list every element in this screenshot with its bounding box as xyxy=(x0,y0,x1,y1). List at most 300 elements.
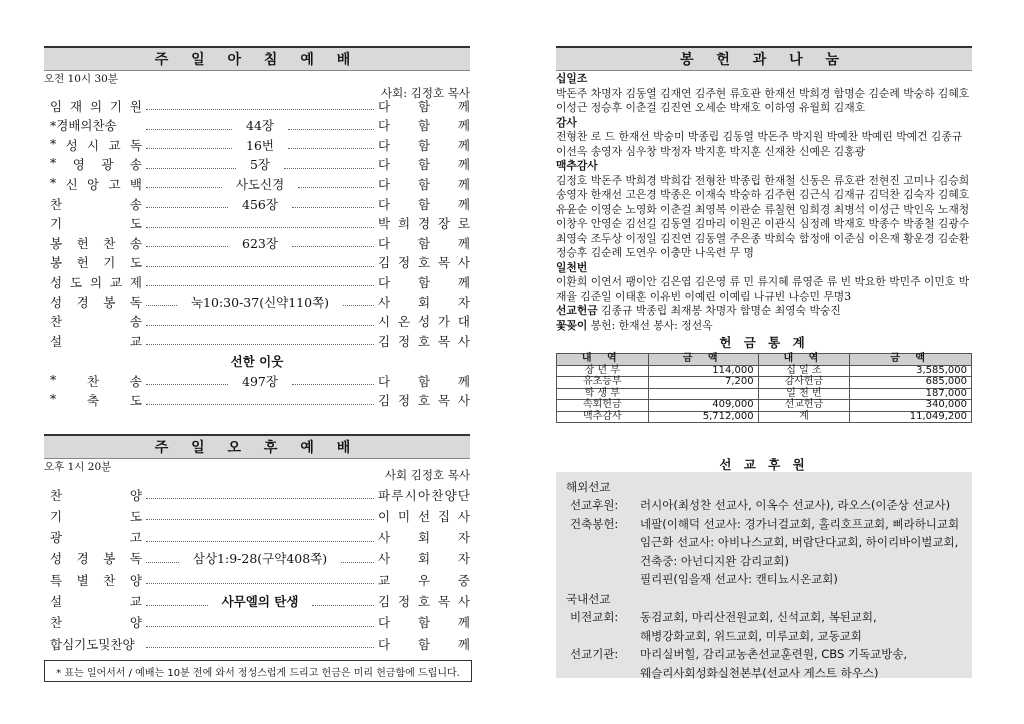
order-label xyxy=(44,549,142,567)
leader-dots xyxy=(146,583,374,584)
giving-paragraph xyxy=(556,116,972,160)
leader-dots xyxy=(146,562,179,563)
order-label-char: 성 xyxy=(65,137,78,153)
order-detail: 44장 xyxy=(246,118,274,134)
order-leader-char: 사 xyxy=(457,255,470,271)
giving-heading: 감사 xyxy=(556,115,577,129)
order-label-char: 도 xyxy=(129,393,142,409)
order-label xyxy=(44,214,142,232)
order-leader-char: 함 xyxy=(417,98,431,114)
order-label-char: 양 xyxy=(129,572,142,588)
order-leader xyxy=(378,486,470,504)
offering-header-cell: 내 역 xyxy=(758,354,850,366)
order-leader-char: 단 xyxy=(457,487,470,503)
mission-label: 건축봉헌: xyxy=(570,516,619,531)
order-leader-char: 경 xyxy=(417,216,431,232)
order-leader xyxy=(378,155,470,173)
leader-dots xyxy=(146,344,374,345)
giving-paragraph xyxy=(556,159,972,261)
offering-row xyxy=(557,400,972,412)
afternoon-presider: 사회 김정호 목사 xyxy=(384,468,470,482)
order-leader-char: 우 xyxy=(417,572,431,588)
order-label-char: 특 xyxy=(50,572,63,588)
offering-header-cell: 금 액 xyxy=(648,354,758,366)
afternoon-order-row xyxy=(44,592,470,611)
order-label xyxy=(44,195,142,213)
order-label-char: 헌 xyxy=(76,255,89,271)
order-label-char: * xyxy=(50,174,57,190)
order-label-char: 기 xyxy=(103,255,116,271)
order-label-char: 봉 xyxy=(103,551,116,567)
order-leader-char: 호 xyxy=(417,255,431,271)
order-label: *경배의찬송 xyxy=(50,118,117,134)
morning-service-title: 주 일 아 침 예 배 xyxy=(44,46,470,71)
order-label-char: 찬 xyxy=(50,314,63,330)
leader-dots xyxy=(298,187,374,188)
order-leader-char: 께 xyxy=(457,137,470,153)
order-label-char: 고 xyxy=(108,176,121,192)
leader-dots xyxy=(146,541,374,542)
giving-paragraph xyxy=(556,261,972,305)
order-label xyxy=(44,97,142,115)
mission-line: 임근화 선교사: 아비나스교회, 버람단다교회, 하이리바이벌교회, xyxy=(640,535,959,549)
order-label-char: 찬 xyxy=(103,235,116,251)
offering-item-cell: 장 년 부 xyxy=(557,365,649,377)
order-label xyxy=(44,332,142,350)
leader-dots xyxy=(284,168,374,169)
order-leader xyxy=(378,613,470,631)
order-label xyxy=(44,507,142,525)
order-detail: 16번 xyxy=(246,137,274,153)
order-label-char: 원 xyxy=(129,98,142,114)
order-leader-char: 로 xyxy=(457,216,470,232)
order-label-char: 봉 xyxy=(50,235,63,251)
leader-dots xyxy=(312,605,374,606)
leader-dots xyxy=(146,626,374,627)
order-label xyxy=(44,391,142,409)
leader-dots xyxy=(146,519,374,520)
order-leader-char: 호 xyxy=(417,393,431,409)
order-label xyxy=(44,613,142,631)
giving-paragraph xyxy=(556,304,972,319)
order-label xyxy=(44,293,142,311)
order-leader-char: 김 xyxy=(378,393,391,409)
order-label xyxy=(44,592,142,610)
order-leader-char: 목 xyxy=(437,255,450,271)
leader-dots xyxy=(146,148,232,149)
order-label-char: 기 xyxy=(109,98,122,114)
order-leader-char: 정 xyxy=(397,333,411,349)
order-leader-char: 사 xyxy=(457,333,470,349)
order-leader-char: 시 xyxy=(378,314,391,330)
order-leader-char: 께 xyxy=(457,98,470,114)
order-label-char: 제 xyxy=(129,274,142,290)
order-leader xyxy=(378,195,470,213)
order-leader-char: 께 xyxy=(457,176,470,192)
order-label-char: 경 xyxy=(76,294,89,310)
mission-line: 동검교회, 마리산전원교회, 신석교회, 복된교회, xyxy=(640,610,877,624)
order-leader-char: 사 xyxy=(457,393,470,409)
leader-dots xyxy=(146,285,374,286)
offering-item-cell: 선교헌금 xyxy=(758,400,850,412)
leader-dots xyxy=(146,404,374,405)
afternoon-order-row xyxy=(44,506,470,525)
offering-item-cell: 감사헌금 xyxy=(758,377,850,389)
order-leader-char: 회 xyxy=(417,551,431,567)
order-leader-char: 선 xyxy=(417,508,431,524)
morning-order-row xyxy=(44,272,470,291)
leader-dots xyxy=(292,246,374,247)
order-label-char: 광 xyxy=(50,530,63,546)
order-label-char: 의 xyxy=(89,98,103,114)
leader-dots xyxy=(146,605,208,606)
order-leader-char: 사 xyxy=(378,551,391,567)
order-leader-char: 시 xyxy=(404,487,417,503)
order-leader-char: 다 xyxy=(378,137,391,153)
mission-box xyxy=(556,472,972,678)
order-leader-char: 아 xyxy=(417,487,431,503)
morning-order-row xyxy=(44,331,470,350)
order-label-char: 설 xyxy=(50,333,63,349)
order-label-char: 송 xyxy=(129,196,142,212)
order-leader-char: 교 xyxy=(378,572,391,588)
order-leader-char: 사 xyxy=(378,530,391,546)
afternoon-service-title: 주 일 오 후 예 배 xyxy=(44,434,470,459)
order-leader-char: 다 xyxy=(378,373,391,389)
giving-heading: 선교헌금 xyxy=(556,304,598,317)
giving-heading: 일천번 xyxy=(556,260,588,274)
order-leader xyxy=(378,312,470,330)
order-leader-char: 박 xyxy=(378,216,391,232)
mission-line: 건축중: 아넌디지완 감리교회) xyxy=(640,553,789,568)
order-label-char: 광 xyxy=(101,157,114,173)
offering-amount-cell: 409,000 xyxy=(648,400,758,412)
order-leader-char: 자 xyxy=(457,551,470,567)
order-leader xyxy=(378,214,470,232)
morning-order-row xyxy=(44,96,470,115)
order-leader-char: 다 xyxy=(378,98,391,114)
offering-amount-cell: 685,000 xyxy=(850,377,972,389)
leader-dots xyxy=(146,498,374,499)
order-label-char: 독 xyxy=(129,294,142,310)
order-label-char: 찬 xyxy=(87,373,100,389)
order-label-char: 독 xyxy=(129,551,142,567)
order-label-char: 성 xyxy=(50,551,63,567)
order-leader-char: 김 xyxy=(378,594,391,609)
order-label-char: 교 xyxy=(109,274,122,290)
offering-header-cell: 금 액 xyxy=(850,354,972,366)
order-label-char: 양 xyxy=(129,487,142,503)
order-leader-char: 호 xyxy=(417,594,431,609)
order-label-char: 시 xyxy=(87,137,100,153)
leader-dots xyxy=(288,148,374,149)
giving-paragraph xyxy=(556,319,972,334)
leader-dots xyxy=(343,305,374,306)
order-label xyxy=(44,528,142,546)
afternoon-order-row xyxy=(44,485,470,504)
order-label-char: 송 xyxy=(129,157,142,173)
morning-order-row xyxy=(44,174,470,193)
leader-dots xyxy=(146,384,228,385)
order-leader-char: 희 xyxy=(397,216,411,232)
order-label-char: 찬 xyxy=(50,487,63,503)
mission-line: 해병강화교회, 위드교회, 미루교회, 교동교회 xyxy=(640,628,862,643)
order-leader-char: 함 xyxy=(417,118,431,134)
order-leader-char: 목 xyxy=(437,333,450,349)
order-label-char: 송 xyxy=(129,314,142,330)
offering-item-cell: 맥추감사 xyxy=(557,411,649,423)
offering-header-row xyxy=(557,354,972,366)
order-label-char: 성 xyxy=(50,294,63,310)
order-leader-char: 다 xyxy=(378,615,391,631)
giving-heading: 십일조 xyxy=(556,72,588,85)
order-leader-char: 께 xyxy=(457,373,470,389)
order-label-char: 도 xyxy=(129,255,142,271)
morning-order-row xyxy=(44,253,470,272)
offering-item-cell: 계 xyxy=(758,411,850,423)
order-leader-char: 께 xyxy=(457,118,470,134)
offering-amount-cell: 114,000 xyxy=(648,365,758,377)
order-label-char: 기 xyxy=(50,216,63,232)
order-label-char: 헌 xyxy=(76,235,89,251)
order-label-char: 도 xyxy=(129,508,142,524)
morning-sermon-title: 선한 이웃 xyxy=(230,354,284,369)
order-leader-char: 함 xyxy=(417,636,431,652)
order-leader xyxy=(378,116,470,134)
offering-item-cell: 유초등부 xyxy=(557,377,649,389)
order-leader-char: 다 xyxy=(378,118,391,134)
offering-item-cell: 십 일 조 xyxy=(758,365,850,377)
order-leader xyxy=(378,528,470,546)
offering-amount-cell: 3,585,000 xyxy=(850,365,972,377)
morning-order-row xyxy=(44,116,470,135)
order-label-char: 독 xyxy=(129,137,142,153)
order-leader-char: 께 xyxy=(457,615,470,631)
giving-names: 김종규 박종립 최재봉 차명자 함명순 최영숙 박숭진 xyxy=(597,304,841,317)
order-label-char: 도 xyxy=(69,274,83,290)
order-leader xyxy=(378,293,470,311)
order-leader-char: 김 xyxy=(378,255,391,271)
order-label-char: 교 xyxy=(108,137,121,153)
order-leader-char: 자 xyxy=(457,530,470,546)
leader-dots xyxy=(146,187,222,188)
order-label-char: 고 xyxy=(129,530,142,546)
offering-header-cell: 내 역 xyxy=(557,354,649,366)
order-label-char: * xyxy=(50,371,57,387)
mission-label: 선교기관: xyxy=(570,647,619,661)
order-leader-char: 온 xyxy=(397,314,411,330)
order-label xyxy=(44,253,142,271)
afternoon-order-row xyxy=(44,570,470,589)
order-label-char: 송 xyxy=(129,373,142,389)
order-label-char: 성 xyxy=(50,274,63,290)
mission-line: 러시아(최성찬 선교사, 이옥수 선교사), 라오스(이준상 선교사) xyxy=(640,498,951,512)
offering-table xyxy=(556,353,972,423)
leader-dots xyxy=(341,562,374,563)
leader-dots xyxy=(146,227,374,228)
offering-amount-cell: 340,000 xyxy=(850,400,972,412)
afternoon-order-row xyxy=(44,549,470,568)
order-detail: 사무엘의 탄생 xyxy=(221,594,299,609)
order-leader xyxy=(378,507,470,525)
order-label-char: 찬 xyxy=(103,572,116,588)
order-label-char: 경 xyxy=(76,551,89,567)
order-label xyxy=(44,234,142,252)
order-label-char: 봉 xyxy=(50,255,63,271)
order-label-char: 양 xyxy=(129,615,142,631)
afternoon-service-time: 오후 1시 20분 xyxy=(44,461,112,473)
order-leader-char: 께 xyxy=(457,636,470,652)
afternoon-order-row xyxy=(44,613,470,632)
order-leader-char: 함 xyxy=(417,615,431,631)
order-leader xyxy=(378,136,470,154)
order-leader xyxy=(378,253,470,271)
order-leader-char: 대 xyxy=(457,314,470,330)
leader-dots xyxy=(146,647,374,648)
order-label-char: 영 xyxy=(72,157,85,173)
offering-amount-cell: 7,200 xyxy=(648,377,758,389)
order-label-char: * xyxy=(50,135,57,151)
leader-dots xyxy=(146,109,374,110)
afternoon-order-row xyxy=(44,528,470,547)
leader-dots xyxy=(292,207,374,208)
order-label-char: 임 xyxy=(50,98,63,114)
mission-line: 필리핀(임을재 선교사: 캔티뇨시온교회) xyxy=(640,572,838,586)
order-leader-char: 양 xyxy=(444,487,457,503)
order-leader-char: 찬 xyxy=(431,487,444,503)
order-leader-char: 다 xyxy=(378,196,391,212)
order-leader-char: 함 xyxy=(417,235,431,251)
morning-order-row xyxy=(44,214,470,233)
order-leader-char: 다 xyxy=(378,235,391,251)
order-detail: 497장 xyxy=(242,373,278,389)
order-leader-char: 께 xyxy=(457,235,470,251)
offering-item-cell: 일 천 번 xyxy=(758,388,850,400)
offering-amount-cell: 187,000 xyxy=(850,388,972,400)
order-label xyxy=(44,312,142,330)
order-label-char: 재 xyxy=(69,98,83,114)
leader-dots xyxy=(146,129,232,130)
order-leader-char: 사 xyxy=(457,594,470,609)
order-leader-char: 회 xyxy=(417,530,431,546)
order-leader-char: 가 xyxy=(437,314,450,330)
giving-paragraphs xyxy=(556,72,972,333)
order-leader xyxy=(378,391,470,409)
order-leader-char: 께 xyxy=(457,196,470,212)
order-leader-char: 파 xyxy=(378,487,391,503)
order-leader xyxy=(378,372,470,390)
giving-heading: 맥추감사 xyxy=(556,159,598,172)
order-leader-char: 성 xyxy=(417,314,431,330)
order-label-char: 의 xyxy=(89,274,103,290)
order-label-char: 기 xyxy=(50,508,63,524)
order-leader xyxy=(378,592,470,610)
order-leader-char: 집 xyxy=(437,508,450,524)
offering-title: 헌 금 통 계 xyxy=(719,335,809,350)
morning-presider: 사회: 김정호 목사 xyxy=(381,86,470,100)
order-leader-char: 다 xyxy=(378,636,391,652)
order-leader xyxy=(378,571,470,589)
order-label: 합심기도및찬양 xyxy=(50,636,135,652)
offering-item-cell: 학 생 부 xyxy=(557,388,649,400)
order-leader xyxy=(378,273,470,291)
order-detail: 눅10:30-37(신약110쪽) xyxy=(190,294,330,310)
order-label xyxy=(44,175,142,193)
order-label-char: 봉 xyxy=(103,294,116,310)
order-leader xyxy=(378,549,470,567)
order-label-char: 앙 xyxy=(87,176,100,192)
order-leader-char: 께 xyxy=(457,157,470,173)
afternoon-order-row xyxy=(44,634,470,653)
morning-order-row xyxy=(44,155,470,174)
order-leader xyxy=(378,175,470,193)
offering-row xyxy=(557,411,972,423)
order-label-char: 축 xyxy=(87,393,100,409)
order-leader-char: 이 xyxy=(378,508,391,524)
order-leader xyxy=(378,332,470,350)
order-detail: 5장 xyxy=(249,157,271,173)
order-label-char: 찬 xyxy=(50,615,63,631)
mission-line: 웨슬리사회성화실천본부(선교사 게스트 하우스) xyxy=(640,665,879,680)
order-leader-char: 함 xyxy=(417,274,431,290)
order-label-char: 설 xyxy=(50,594,63,609)
order-leader-char: 함 xyxy=(417,373,431,389)
order-label-char: 교 xyxy=(129,333,142,349)
order-leader xyxy=(378,635,470,653)
order-leader-char: 회 xyxy=(417,294,431,310)
giving-names: 전형찬 로 드 한재선 박숭미 박종립 김동열 박돈주 박지원 박예찬 박예린 박예건 김종규 이선옥 송영자 심우창 박정자 박지훈 박지훈 신재찬 신예은 김홍광 xyxy=(556,130,963,158)
order-label-char: 별 xyxy=(76,572,89,588)
mission-title: 선 교 후 원 xyxy=(719,457,809,472)
order-leader-char: 다 xyxy=(378,274,391,290)
giving-names: 봉헌: 한재선 봉사: 정선옥 xyxy=(587,318,713,332)
footnote: * 표는 일어서서 / 예배는 10분 전에 와서 정성스럽게 드리고 헌금은 미리 헌금함에 드립니다. xyxy=(44,660,472,682)
morning-closing-row xyxy=(44,391,470,410)
morning-order-row xyxy=(44,194,470,213)
giving-names: 박돈주 차명자 김동열 김재연 김주현 류호관 한재선 박희경 함명순 김순례 박숭하 김혜호 이성근 정승후 이춘걸 김진연 오세순 박재호 이하영 유월희 김재호 xyxy=(556,86,970,114)
leader-dots xyxy=(146,325,374,326)
mission-label: 선교후원: xyxy=(570,498,619,512)
order-leader xyxy=(378,234,470,252)
mission-label: 비전교회: xyxy=(570,610,619,624)
leader-dots xyxy=(288,129,374,130)
order-leader xyxy=(378,97,470,115)
order-leader-char: 정 xyxy=(397,393,411,409)
offering-amount-cell: 11,049,200 xyxy=(850,411,972,423)
offering-row xyxy=(557,377,972,389)
order-leader-char: 정 xyxy=(397,594,411,609)
order-leader-char: 함 xyxy=(417,137,431,153)
overseas-heading: 해외선교 xyxy=(566,480,611,494)
leader-dots xyxy=(146,168,236,169)
mission-line: 네팔(이해덕 선교사: 경가너걸교회, 홀리호프교회, 삐라하니교회 xyxy=(640,516,960,531)
giving-title: 봉 헌 과 나 눔 xyxy=(556,46,972,71)
offering-body xyxy=(557,365,972,423)
offering-item-cell: 속회헌금 xyxy=(557,400,649,412)
order-leader-char: 함 xyxy=(417,196,431,212)
leader-dots xyxy=(146,266,374,267)
morning-order-row xyxy=(44,312,470,331)
order-leader-char: 루 xyxy=(391,487,404,503)
leader-dots xyxy=(146,207,228,208)
offering-amount-cell xyxy=(648,388,758,400)
order-label xyxy=(44,571,142,589)
offering-row xyxy=(557,388,972,400)
order-leader-char: 미 xyxy=(397,508,411,524)
order-label xyxy=(44,486,142,504)
order-label xyxy=(44,372,142,390)
order-detail: 456장 xyxy=(242,196,278,212)
